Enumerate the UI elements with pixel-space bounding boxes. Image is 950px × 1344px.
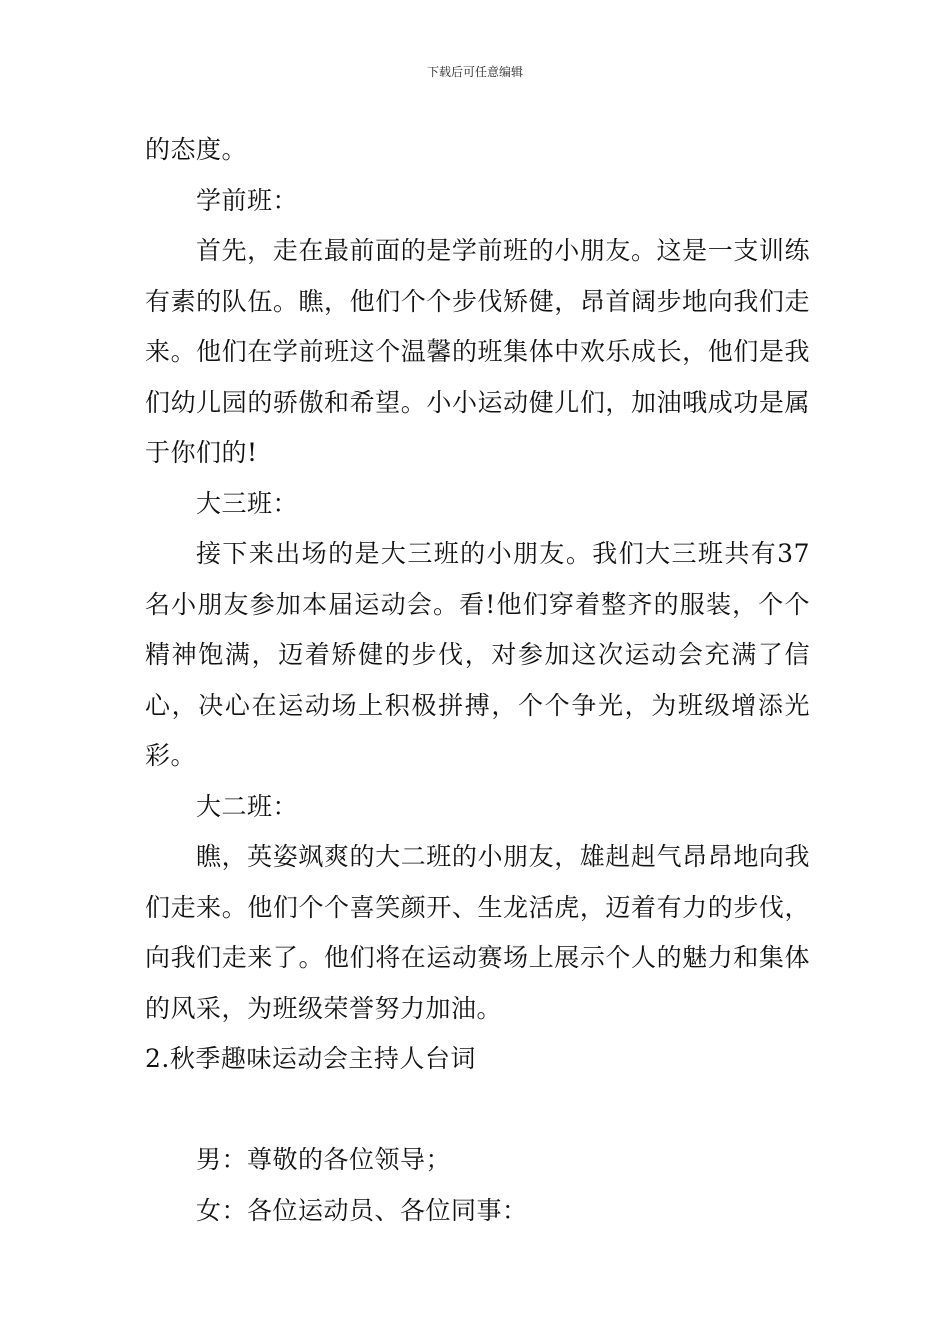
section-heading-da-san-ban: 大三班： (196, 488, 299, 518)
dialogue-male-host: 男：尊敬的各位领导； (196, 1145, 452, 1174)
blank-line (145, 1085, 810, 1136)
paragraph-da-er-ban: 瞧，英姿飒爽的大二班的小朋友，雄赳赳气昂昂地向我们走来。他们个个喜笑颜开、生龙活虎，迈着有力的步伐，向我们走来了。他们将在运动赛场上展示个人的魅力和集体的风采，为班级荣誉努力加油。 (145, 842, 810, 1023)
paragraph-preschool: 首先，走在最前面的是学前班的小朋友。这是一支训练有素的队伍。瞧，他们个个步伐矫健，昂首阔步地向我们走来。他们在学前班这个温馨的班集体中欢乐成长，他们是我们幼儿园的骄傲和希望。小小运动健儿们，加油哦成功是属于你们的! (145, 236, 810, 467)
dialogue-female-host: 女：各位运动员、各位同事： (196, 1195, 528, 1225)
section-title-autumn-games: 2.秋季趣味运动会主持人台词 (145, 1044, 476, 1073)
paragraph-da-san-ban: 接下来出场的是大三班的小朋友。我们大三班共有37名小朋友参加本届运动会。看!他们穿着整齐的服装，个个精神饱满，迈着矫健的步伐，对参加这次运动会充满了信心，决心在运动场上积极拼搏，个个争光，为班级增添光彩。 (145, 539, 810, 770)
section-heading-da-er-ban: 大二班： (196, 791, 299, 821)
document-body (145, 125, 810, 1236)
section-heading-preschool: 学前班： (196, 185, 299, 215)
page-header-note: 下载后可任意编辑 (426, 65, 523, 79)
paragraph-continuation: 的态度。 (145, 135, 248, 164)
